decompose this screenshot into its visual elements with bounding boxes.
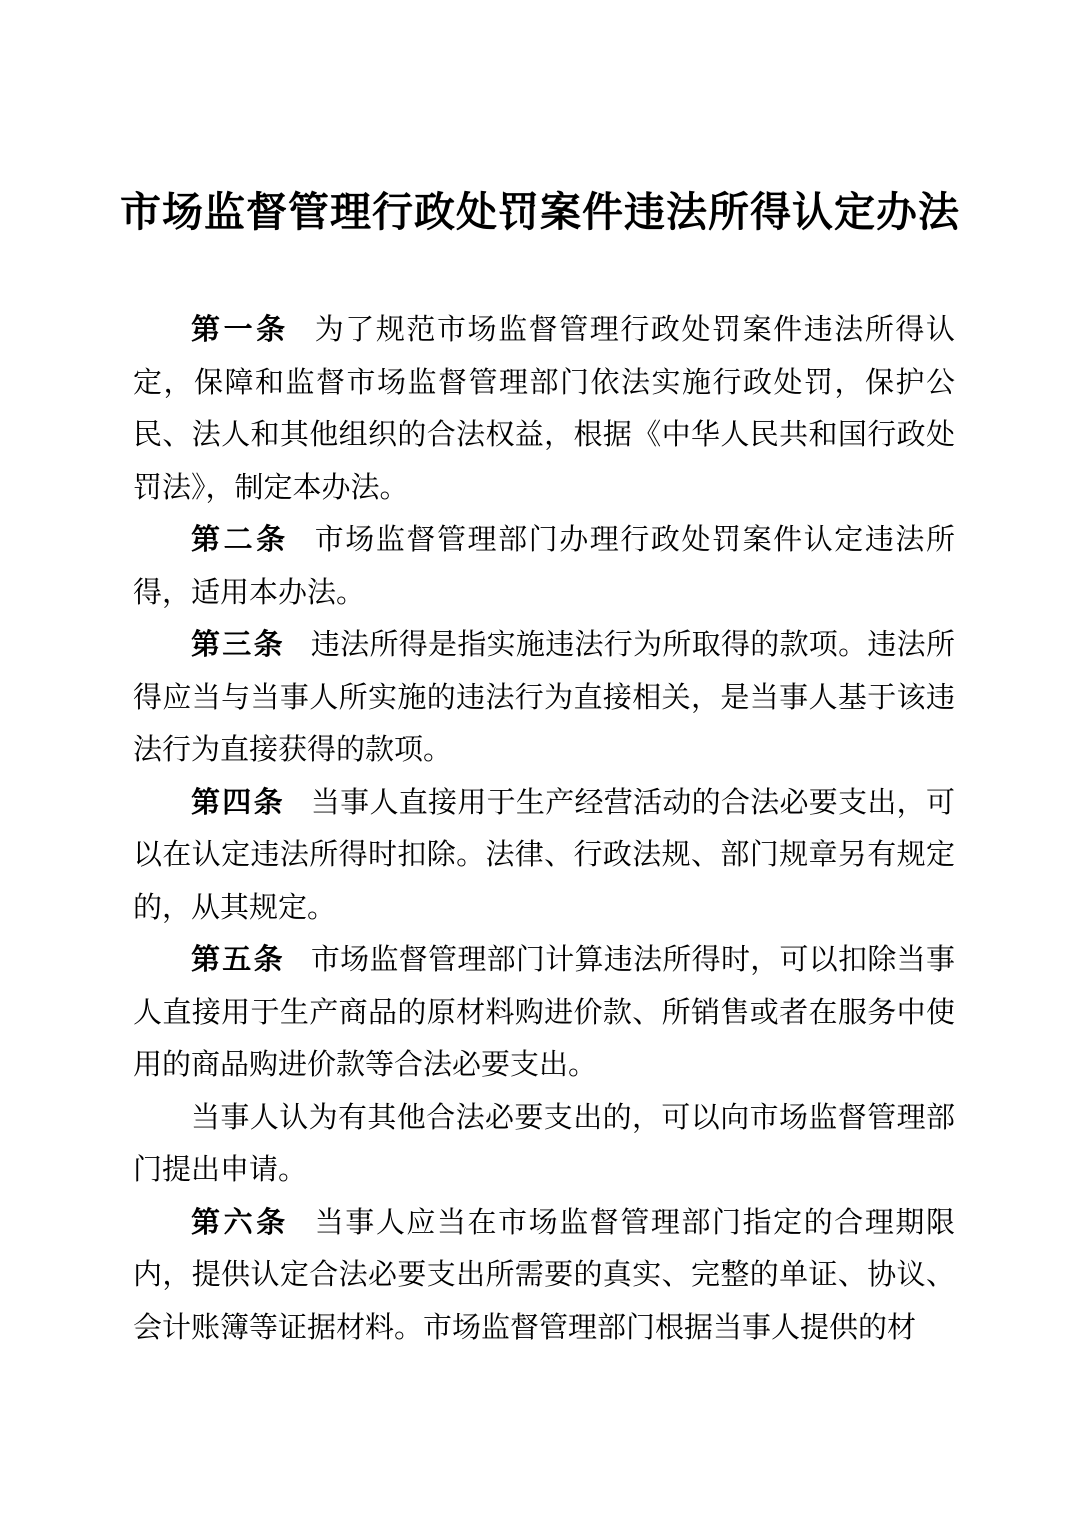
paragraph xyxy=(133,619,955,777)
paragraph-text: 违法所得是指实施违法行为所取得的款项。违法所得应当与当事人所实施的违法行为直接相关，是当事人基于该违法行为直接获得的款项。 xyxy=(133,629,955,766)
article-number-label: 第四条 xyxy=(191,786,285,819)
paragraph-text: 当事人应当在市场监督管理部门指定的合理期限内，提供认定合法必要支出所需要的真实、完整的单证、协议、会计账簿等证据材料。市场监督管理部门根据当事人提供的材 xyxy=(133,1206,955,1344)
article-number-label: 第五条 xyxy=(191,944,285,976)
article-number-label: 第六条 xyxy=(191,1206,289,1239)
paragraph xyxy=(133,777,955,935)
paragraph-text: 市场监督管理部门计算违法所得时，可以扣除当事人直接用于生产商品的原材料购进价款、所销售或者在服务中使用的商品购进价款等合法必要支出。 xyxy=(133,944,955,1081)
paragraph xyxy=(133,934,955,1092)
article-number-label: 第三条 xyxy=(191,629,285,661)
article-number-label: 第一条 xyxy=(191,314,289,346)
paragraph-text: 当事人直接用于生产经营活动的合法必要支出，可以在认定违法所得时扣除。法律、行政法规、部门规章另有规定的，从其规定。 xyxy=(133,786,955,924)
paragraph-text: 市场监督管理部门办理行政处罚案件认定违法所得，适用本办法。 xyxy=(133,524,955,609)
paragraph-text: 当事人认为有其他合法必要支出的，可以向市场监督管理部门提出申请。 xyxy=(133,1101,955,1186)
paragraph xyxy=(133,304,955,514)
paragraph xyxy=(133,1092,955,1197)
document-title: 市场监督管理行政处罚案件违法所得认定办法 xyxy=(120,189,960,235)
document-body xyxy=(133,304,955,1354)
paragraph xyxy=(133,514,955,619)
paragraph-text: 为了规范市场监督管理行政处罚案件违法所得认定，保障和监督市场监督管理部门依法实施行政处罚，保护公民、法人和其他组织的合法权益，根据《中华人民共和国行政处罚法》，制定本办法。 xyxy=(133,314,955,504)
paragraph xyxy=(133,1197,955,1355)
article-number-label: 第二条 xyxy=(191,524,289,556)
